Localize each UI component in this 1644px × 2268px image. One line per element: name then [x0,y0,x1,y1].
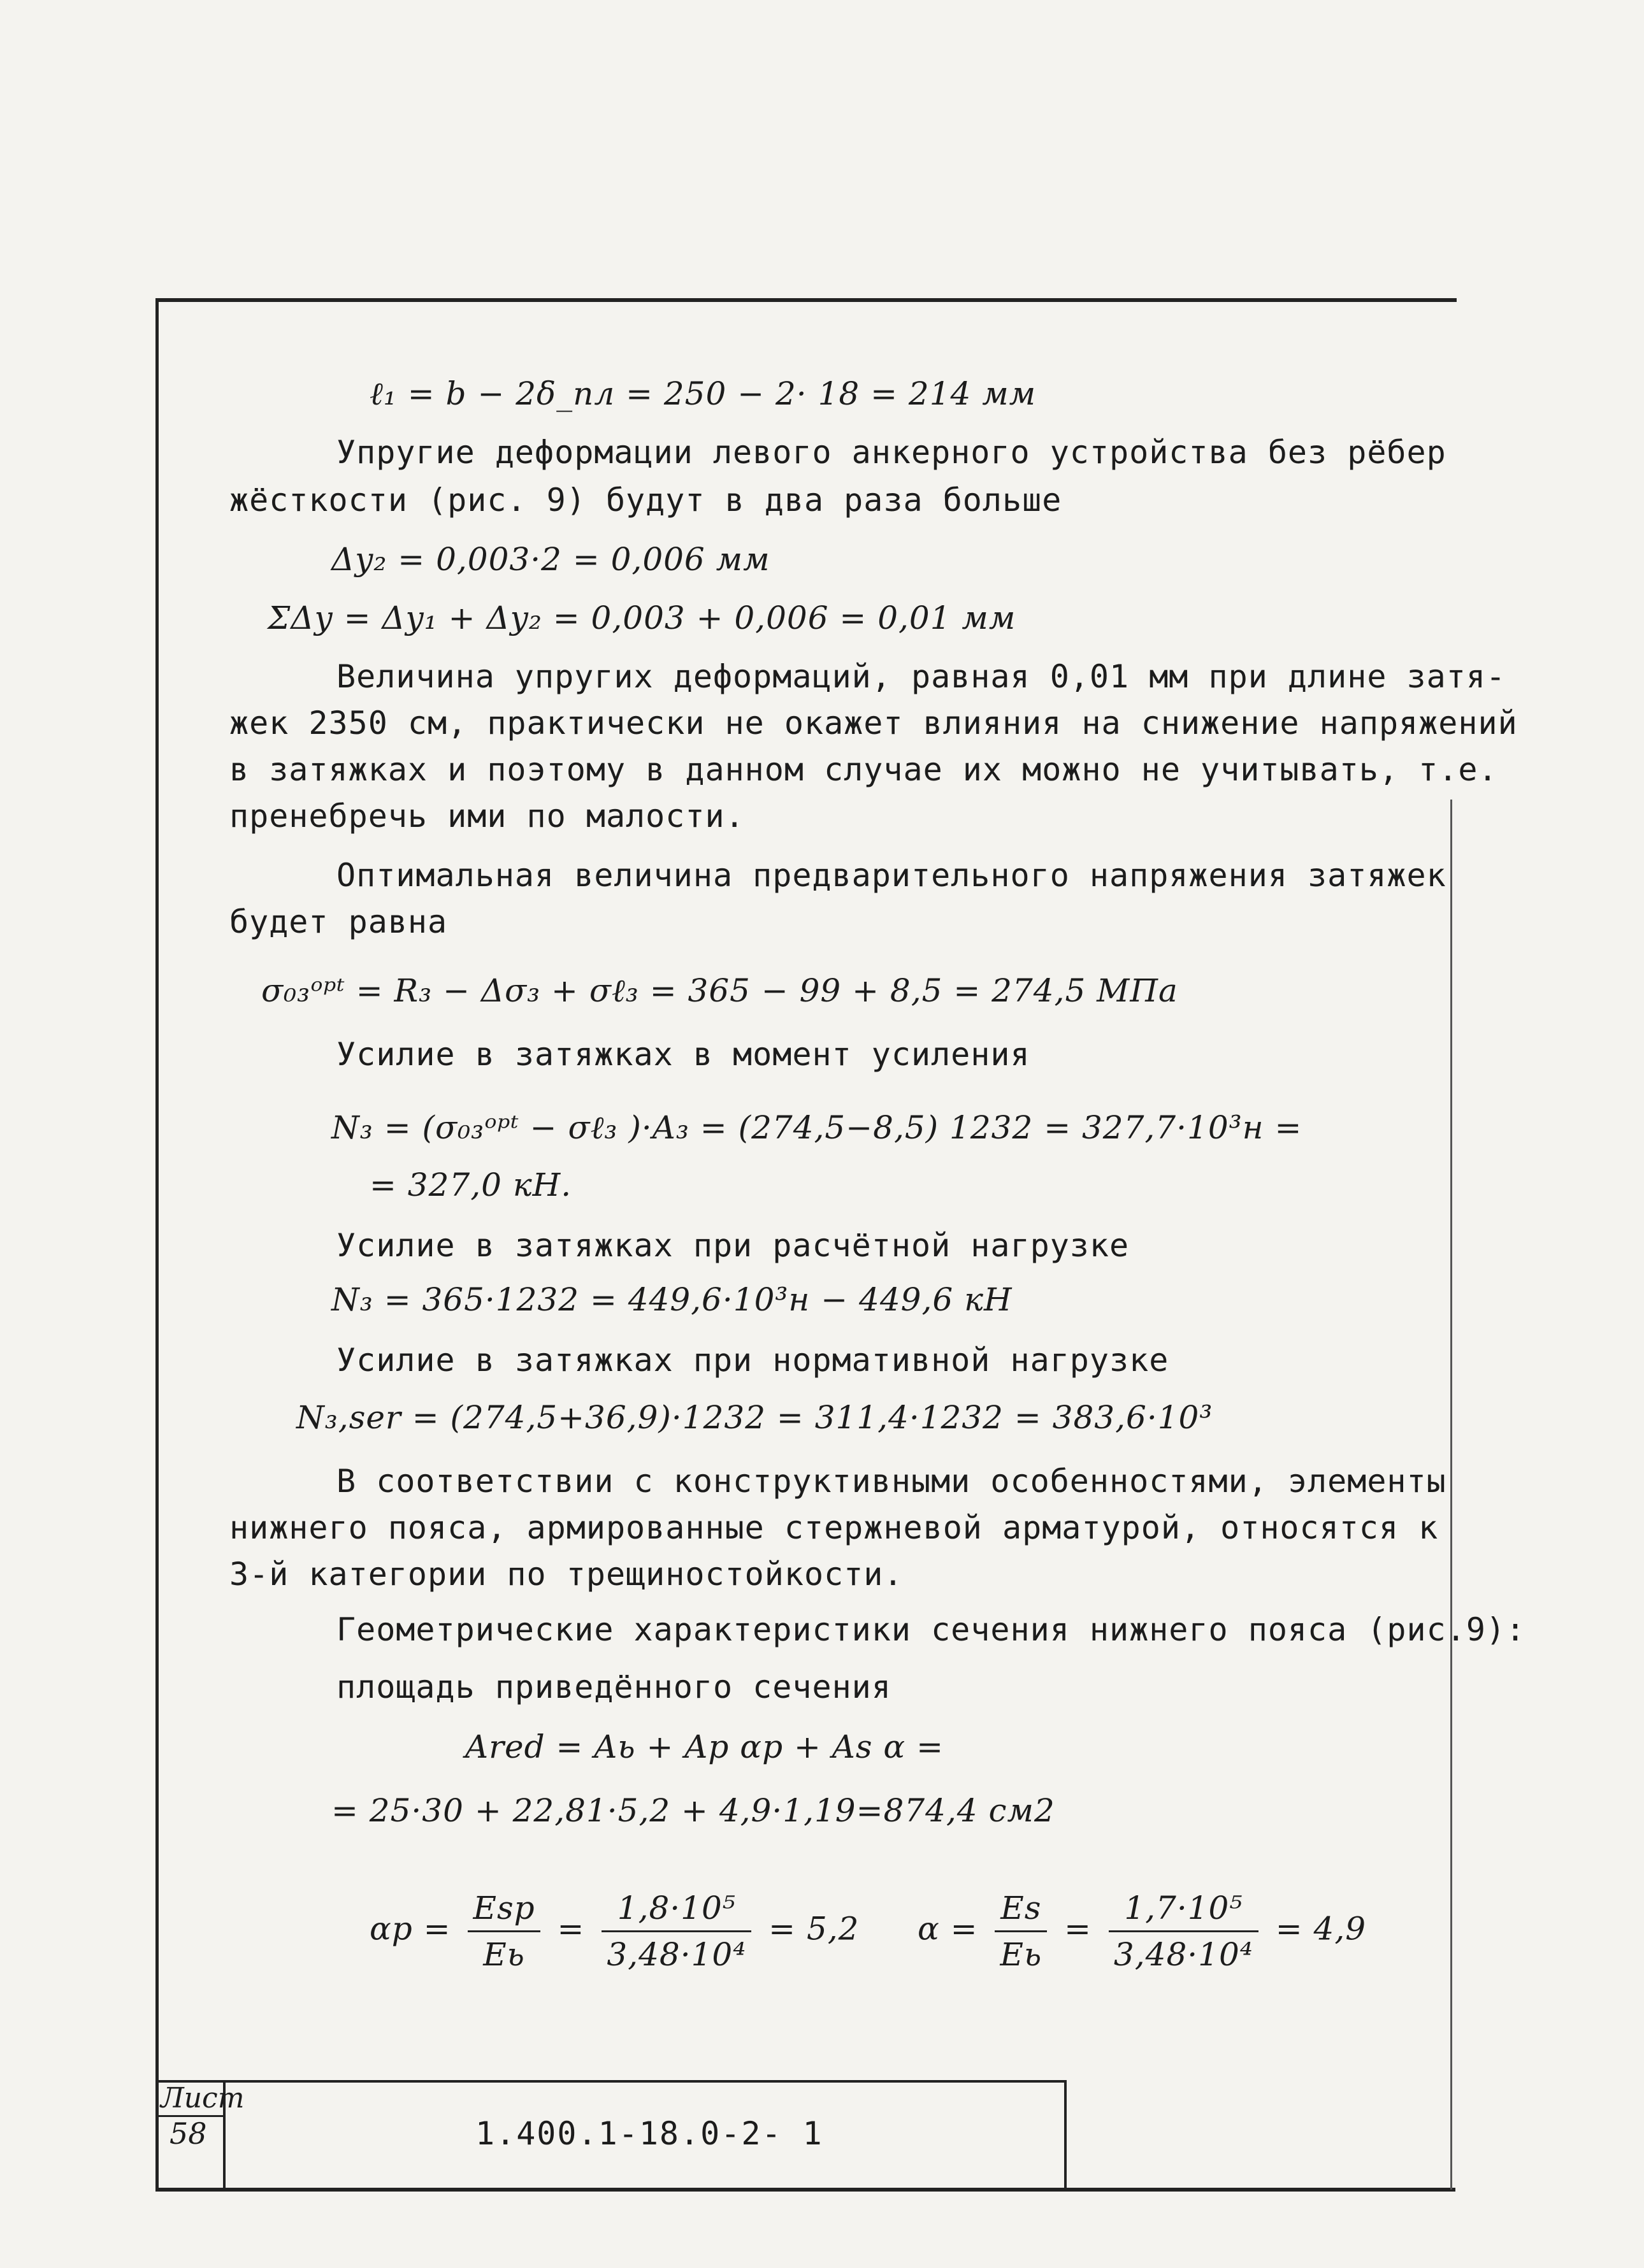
alpha-p-den-1: Eь [483,1936,525,1973]
paragraph-line: в затяжках и поэтому в данном случае их можно не учитывать, т.е. [229,751,1498,788]
paragraph-line: жёсткости (рис. 9) будут в два раза больше [229,482,1062,519]
formula-n3-design: N₃ = 365·1232 = 449,6·10³н − 449,6 кН [331,1281,1013,1318]
formula-ared-a: Ared = Aь + Aр αр + As α = [465,1728,944,1765]
paragraph-line: нижнего пояса, армированные стержневой арматурой, относятся к [229,1509,1439,1546]
paragraph-line: Усилие в затяжках при нормативной нагрузке [336,1342,1169,1379]
paragraph-line: площадь приведённого сечения [336,1669,891,1705]
paragraph-line: Усилие в затяжках в момент усиления [336,1036,1030,1073]
formula-sigma-opt: σ₀₃ᵒᵖᵗ = R₃ − Δσ₃ + σℓ₃ = 365 − 99 + 8,5 = 274,5 МПа [261,972,1178,1009]
alpha-result: = 4,9 [1275,1910,1367,1948]
formula-dy2: Δy₂ = 0,003·2 = 0,006 мм [331,541,770,578]
sheet-label: Лист [161,2082,245,2114]
paragraph-line: жек 2350 см, практически не окажет влияния на снижение напряжений [229,705,1518,742]
alpha-p-num-2: 1,8·10⁵ [602,1886,751,1932]
formula-n3-a: N₃ = (σ₀₃ᵒᵖᵗ − σℓ₃ )·A₃ = (274,5−8,5) 1232 = 327,7·10³н = [331,1109,1302,1146]
paragraph-line: пренебречь ими по малости. [229,798,745,835]
alpha-p-fraction-numeric [602,1886,751,1977]
alpha-den-2: 3,48·10⁴ [1113,1936,1253,1973]
alpha-p-den-2: 3,48·10⁴ [607,1936,747,1973]
alpha-p-lhs: αр = [370,1910,451,1948]
document-code: 1.400.1-18.0-2- 1 [475,2115,823,2152]
frame-left-border [155,298,159,2192]
alpha-num-1: Es [995,1886,1047,1932]
alpha-lhs: α = [918,1910,978,1948]
formula-ared-b: = 25·30 + 22,81·5,2 + 4,9·1,19=874,4 см2 [331,1792,1055,1829]
paragraph-line: 3-й категории по трещиностойкости. [229,1556,904,1593]
formula-alpha [918,1886,1366,1977]
formula-n3-b: = 327,0 кН. [370,1166,572,1203]
formula-l1: ℓ₁ = b − 2δ_пл = 250 − 2· 18 = 214 мм [370,375,1037,412]
frame-top-border [157,298,1457,302]
alpha-p-result: = 5,2 [768,1910,860,1948]
paragraph-line: Величина упругих деформаций, равная 0,01 мм при длине затя- [336,658,1506,695]
alpha-p-num-1: Esр [468,1886,540,1932]
paragraph-line: В соответствии с конструктивными особенностями, элементы [336,1463,1446,1500]
paragraph-line: будет равна [229,903,448,940]
paragraph-line: Оптимальная величина предварительного напряжения затяжек [336,857,1446,894]
alpha-num-2: 1,7·10⁵ [1109,1886,1258,1932]
alpha-fraction-numeric [1109,1886,1258,1977]
alpha-den-1: Eь [1000,1936,1042,1973]
alpha-fraction-symbolic [995,1886,1047,1977]
equals-sign: = [557,1910,585,1948]
formula-sum-dy: ΣΔy = Δy₁ + Δy₂ = 0,003 + 0,006 = 0,01 мм [268,599,1016,636]
paragraph-line: Геометрические характеристики сечения нижнего пояса (рис.9): [336,1611,1526,1648]
paragraph-line: Усилие в затяжках при расчётной нагрузке [336,1227,1130,1264]
formula-alpha-p [370,1886,859,1977]
frame-right-border [1450,800,1452,2190]
equals-sign: = [1064,1910,1092,1948]
alpha-p-fraction-symbolic [468,1886,540,1977]
sheet-number: 58 [169,2116,207,2151]
formula-n3-ser: N₃,ser = (274,5+36,9)·1232 = 311,4·1232 = 383,6·10³ [296,1399,1213,1436]
paragraph-line: Упругие деформации левого анкерного устройства без рёбер [336,434,1446,471]
